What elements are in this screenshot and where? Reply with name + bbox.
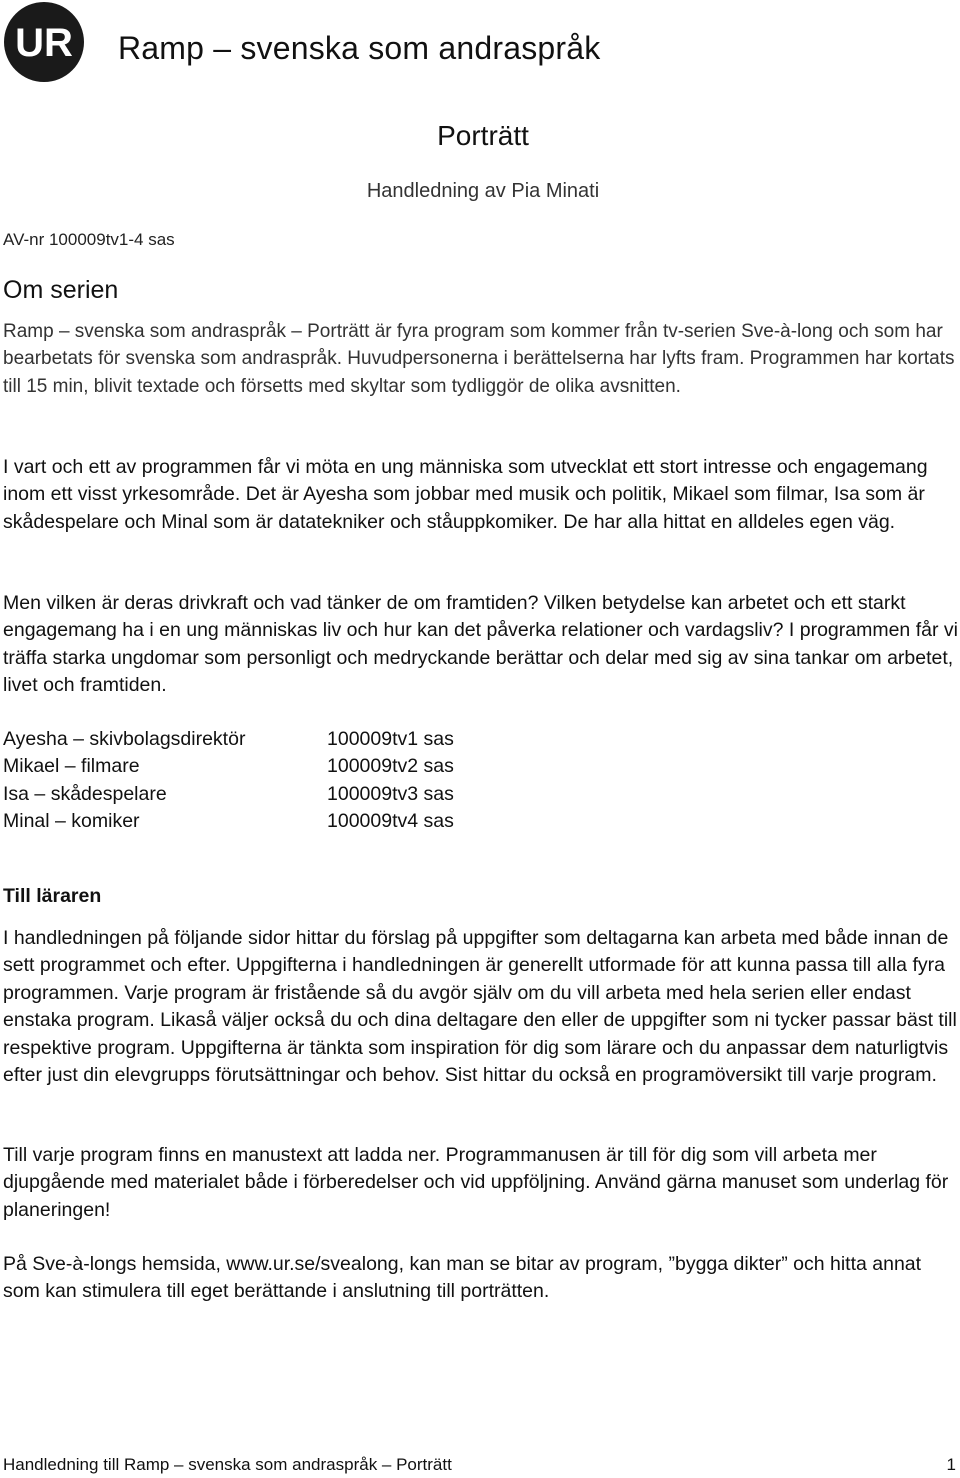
episode-code: 100009tv4 sas [327,810,454,833]
episode-row [3,753,454,780]
av-number: AV-nr 100009tv1-4 sas [3,230,175,249]
page-number: 1 [946,1455,956,1474]
episode-list [3,726,454,836]
section-heading-till-lararen: Till läraren [3,885,102,907]
episode-name: Isa – skådespelare [3,782,167,805]
episode-code: 100009tv3 sas [327,782,454,805]
episode-name: Mikael – filmare [3,755,140,778]
intro-paragraph: Ramp – svenska som andraspråk – Porträtt är fyra program som kommer från tv-serien Sve-à-long och som har bearbetats för svenska som andraspråk. Huvudpersonerna i berättelserna har lyfts fram. Programmen har kortats till 15 min, blivit textade och försetts med skyltar som tydliggör de olika avsnitten. [3,321,955,397]
episode-code: 100009tv1 sas [327,728,454,750]
body-paragraph: Men vilken är deras drivkraft och vad tänker de om framtiden? Vilken betydelse kan arbetet och ett starkt engagemang ha i en ung människas liv och hur kan det påverka relationer och vardagsliv? I programmen får vi träffa starka ungdomar som personligt och medryckande berättar och delar med sig av sina tankar om arbetet, livet och framtiden. [3,592,958,697]
footer-text: Handledning till Ramp – svenska som andraspråk – Porträtt [3,1455,452,1474]
episode-row [3,726,454,753]
document-title: Porträtt [437,120,529,151]
ur-logo [4,2,84,82]
author-line: Handledning av Pia Minati [366,180,600,202]
episode-name: Ayesha – skivbolagsdirektör [3,728,246,750]
episode-code: 100009tv2 sas [327,755,454,778]
episode-row [3,808,454,835]
body-paragraph: I handledningen på följande sidor hittar du förslag på uppgifter som deltagarna kan arbeta med både innan de sett programmet och efter. Uppgifterna i handledningen är generellt utformade för att kunna passa till alla fyra programmen. Varje program är fristående så du avgör själv om du vill arbeta med hela serien eller endast enstaka program. Likaså väljer också du och dina deltagare den eller de uppgifter som ni tycker passar bäst till respektive program. Uppgifterna är tänkta som inspiration för dig som lärare och du anpassar dem naturligtvis efter just din elevgrupps förutsättningar och behov. Sist hittar du också en programöversikt till varje program. [3,927,957,1087]
section-heading-om-serien: Om serien [3,276,119,304]
body-paragraph: På Sve-à-longs hemsida, www.ur.se/svealong, kan man se bitar av program, ”bygga dikter” och hitta annat som kan stimulera till eget berättande i anslutning till porträtten. [3,1253,922,1303]
logo-text: UR [15,21,73,65]
body-paragraph: Till varje program finns en manustext att ladda ner. Programmanusen är till för dig som vill arbeta mer djupgående med materialet både i förberedelser och vid uppföljning. Använd gärna manuset som underlag för planeringen! [3,1144,949,1221]
episode-name: Minal – komiker [3,810,140,833]
body-paragraph: I vart och ett av programmen får vi möta en ung människa som utvecklat ett stort intresse och engagemang inom ett visst yrkesområde. Det är Ayesha som jobbar med musik och politik, Mikael som filmar, Isa som är skådespelare och Minal som är datatekniker och ståuppkomiker. De har alla hittat en alldeles egen väg. [3,456,928,533]
series-title: Ramp – svenska som andraspråk [118,30,601,66]
episode-row [3,781,454,808]
